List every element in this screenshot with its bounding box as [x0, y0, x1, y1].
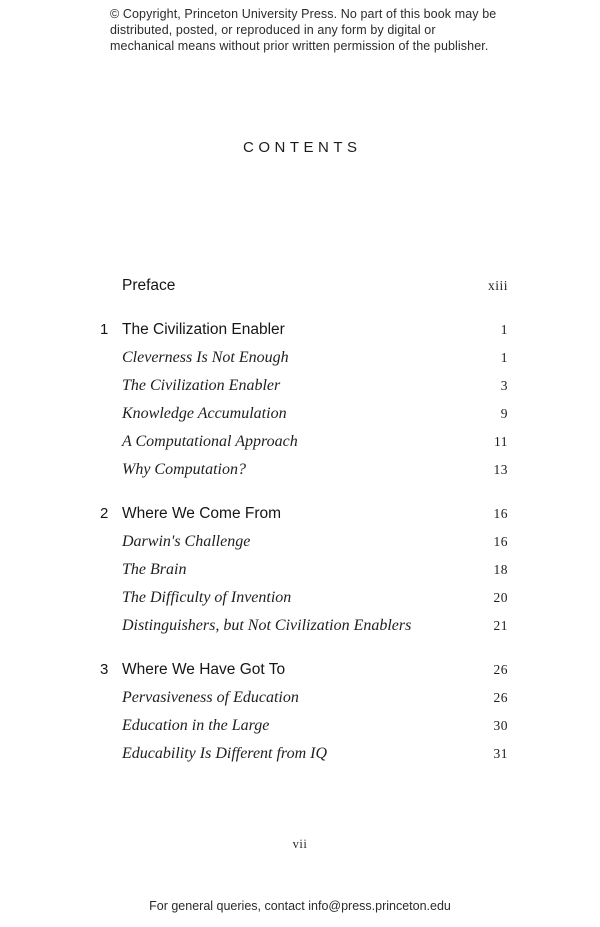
page-number: 1: [500, 322, 508, 337]
entry-title: A Computational Approach: [122, 433, 298, 450]
page-number: 21: [493, 618, 508, 633]
entry-title: Knowledge Accumulation: [122, 405, 287, 422]
entry-title: The Difficulty of Invention: [122, 589, 292, 606]
entry-title: The Civilization Enabler: [122, 377, 281, 394]
entry-title: Where We Come From: [122, 505, 282, 522]
page-number: 26: [493, 690, 508, 705]
page-number: 9: [500, 406, 508, 421]
toc-entry: [100, 556, 508, 584]
chapter-number: 1: [100, 321, 109, 338]
entry-title: Distinguishers, but Not Civilization Enablers: [122, 617, 412, 634]
entry-title: Darwin's Challenge: [122, 533, 251, 550]
toc-entry: [100, 684, 508, 712]
toc-entry: [100, 584, 508, 612]
footer-query-note: For general queries, contact info@press.princeton.edu: [149, 899, 451, 913]
entry-title: Education in the Large: [122, 717, 270, 734]
chapter-number: 2: [100, 505, 109, 522]
page-number: xiii: [487, 278, 508, 293]
page-number: 20: [493, 590, 508, 605]
chapter-number: 3: [100, 661, 109, 678]
toc-entry: [100, 344, 508, 372]
toc-entry: [100, 456, 508, 484]
toc-entry: [100, 428, 508, 456]
page-number: 3: [500, 378, 508, 393]
table-of-contents: [100, 272, 508, 768]
page-number: 18: [493, 562, 508, 577]
page-number: 11: [494, 434, 508, 449]
entry-title: Where We Have Got To: [122, 661, 286, 678]
toc-entry: [100, 612, 508, 640]
toc-entry: [100, 500, 508, 528]
copyright-notice: © Copyright, Princeton University Press. No part of this book may be distributed, posted, or reproduced in any form by digital or mechanical means without prior written permission of the publisher.: [110, 7, 497, 53]
entry-title: Pervasiveness of Education: [122, 689, 299, 706]
entry-title: Cleverness Is Not Enough: [122, 349, 289, 366]
entry-title: Educability Is Different from IQ: [122, 745, 327, 762]
toc-entry: [100, 272, 508, 300]
toc-entry: [100, 712, 508, 740]
toc-entry: [100, 316, 508, 344]
entry-title: The Brain: [122, 561, 187, 578]
contents-heading: CONTENTS: [243, 139, 362, 156]
folio-page-number: vii: [292, 837, 308, 851]
entry-title: Why Computation?: [122, 461, 246, 478]
page-number: 26: [493, 662, 508, 677]
page-number: 1: [500, 350, 508, 365]
entry-title: The Civilization Enabler: [122, 321, 285, 338]
toc-entry: [100, 656, 508, 684]
page-number: 16: [493, 534, 508, 549]
toc-entry: [100, 400, 508, 428]
entry-title: Preface: [122, 277, 176, 294]
toc-entry: [100, 740, 508, 768]
page-number: 16: [493, 506, 508, 521]
toc-entry: [100, 528, 508, 556]
toc-entry: [100, 372, 508, 400]
page-number: 31: [493, 746, 508, 761]
page-number: 30: [493, 718, 508, 733]
page-number: 13: [493, 462, 508, 477]
